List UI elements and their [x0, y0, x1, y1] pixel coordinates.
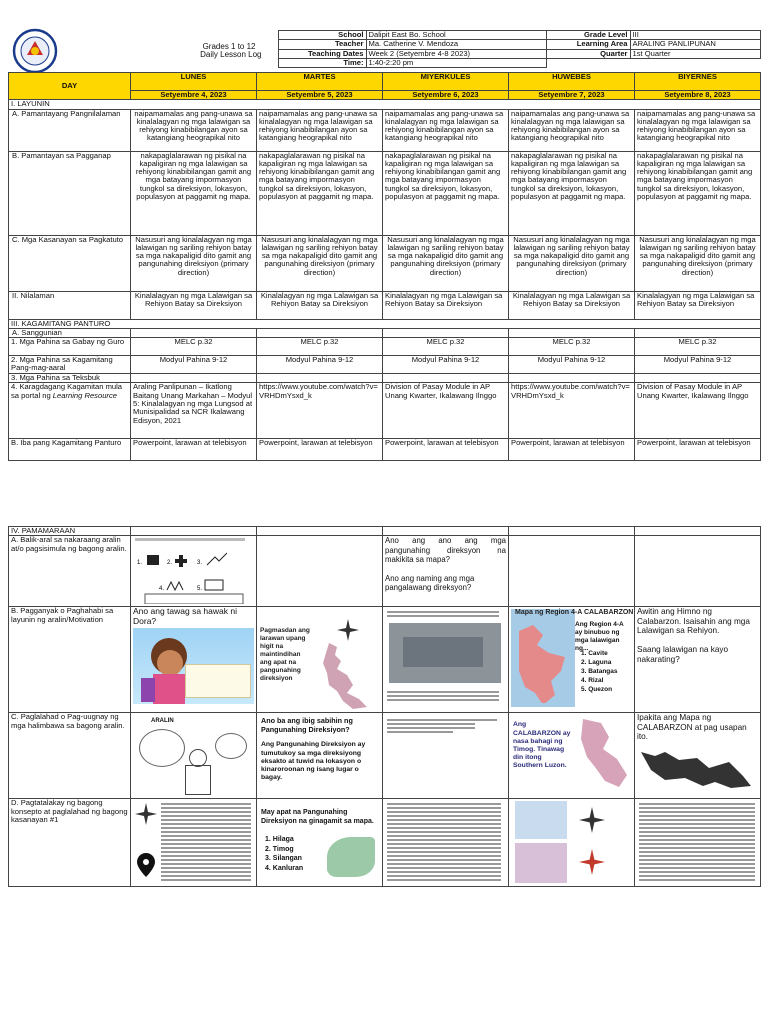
compass-icon — [579, 849, 605, 875]
pictogram-image — [131, 536, 256, 606]
dora-question: Ano ang tawag sa hawak ni Dora? — [133, 606, 237, 626]
directions-slide — [257, 799, 382, 885]
paggayak-label: B. Pagganyak o Paghahabi sa layunin ng aralin/Motivation — [9, 607, 131, 713]
calabarzon-slide — [509, 607, 634, 711]
dates-label: Teaching Dates — [278, 49, 366, 58]
aralin-title: ARALIN — [151, 718, 174, 725]
balik-aral-question: Ano ang ano ang mga pangunahing direksyon na makikita sa mapa? — [385, 536, 506, 565]
time-value: 1:40-2:20 pm — [366, 58, 546, 67]
slide-definition-text: Ang Pangunahing Direksiyon ay tumutukoy sa mga direksiyong eksakto at tuwid na lokasyon o kinaroroonan ng isang lugar o bagay. — [261, 741, 366, 782]
lesson-table-top — [8, 72, 761, 461]
cell-text: Powerpoint, larawan at telebisyon — [383, 439, 509, 461]
time-label: Time: — [278, 58, 366, 67]
balik-aral-label: A. Balik-aral sa nakaraang aralin at/o pagsisimula ng bagong aralin. — [9, 536, 131, 607]
slide-question: Ano ba ang ibig sabihin ng Pangunahing Direksiyon? — [261, 716, 353, 734]
slide-question: May apat na Pangunahing Direksiyon na ginagamit sa mapa. — [261, 809, 374, 825]
grade-value: III — [630, 31, 760, 40]
calabarzon-south-slide — [509, 713, 634, 797]
aralin-image — [131, 713, 256, 797]
kasanayan-label: C. Mga Kasanayan sa Pagkatuto — [9, 235, 131, 291]
cell-text: naipamamalas ang pang-unawa sa kinalalagyan ng mga lalawigan sa rehiyong kinabibilangan ayon sa katangiang heograpikal nito — [257, 109, 383, 151]
province-item: 4. Rizal — [581, 677, 604, 685]
svg-text:2.: 2. — [167, 560, 173, 567]
philippines-map-image — [319, 641, 379, 709]
day-name: BIYERNES — [635, 73, 761, 91]
slide-text: Ang CALABARZON ay nasa bahagi ng Timog. Tinawag din itong Southern Luzon. — [513, 721, 571, 770]
day-name: LUNES — [131, 73, 257, 91]
paglalahad-label: C. Paglalahad o Pag-uugnay ng mga halimbawa sa bagong aralin. — [9, 713, 131, 799]
day-name: MIYERKULES — [383, 73, 509, 91]
cell-text: Nasusuri ang kinalalagyan ng mga lalawigan ng sariling rehiyon batay sa mga nakapaligid dito gamit ang pangunahing direksiyon (primary direction) — [131, 235, 257, 291]
cell-text: Araling Panlipunan – Ikatlong Baitang Unang Markahan – Modyul 5: Kinalalagyan ng mga Lungsod at Munisipalidad sa NCR Ikalawang Edisyon, 2021 — [131, 383, 257, 439]
cell-text: Kinalalagyan ng mga Lalawigan sa Rehiyon Batay sa Direksiyon — [383, 291, 509, 319]
lesson-table-bottom — [8, 526, 761, 887]
svg-text:4.: 4. — [159, 586, 165, 593]
day-name: HUWEBES — [509, 73, 635, 91]
gabay-guro-label: 1. Mga Pahina sa Gabay ng Guro — [9, 338, 131, 356]
grade-label: Grade Level — [546, 31, 630, 40]
cell-text: Modyul Pahina 9-12 — [635, 356, 761, 374]
himno-instruction: Awitin ang Himno ng Calabarzon. Isaisahin ang mga Lalawigan sa Rehiyon. — [637, 607, 750, 636]
direction-item: 1. Hilaga — [265, 836, 294, 844]
cell-text: Nasusuri ang kinalalagyan ng mga lalawigan ng sariling rehiyon batay sa mga nakapaligid dito gamit ang pangunahing direksiyon (primary direction) — [635, 235, 761, 291]
svg-text:1.: 1. — [137, 560, 143, 567]
reading-text-image — [383, 799, 508, 885]
calabarzon-map-image — [513, 621, 573, 703]
pagtatalakay-label: D. Pagtatalakay ng bagong konsepto at paglalahad ng bagong kasanayan #1 — [9, 799, 131, 887]
day-date: Setyembre 8, 2023 — [635, 91, 761, 100]
svg-text:5.: 5. — [197, 586, 203, 593]
cell-text: Division of Pasay Module in AP Unang Kwarter, Ikalawang Ilnggo — [635, 383, 761, 439]
pamantayang-pangnilalaman-label: A. Pamantayang Pangnilalaman — [9, 109, 131, 151]
cell-text: MELC p.32 — [383, 338, 509, 356]
cell-text: naipamamalas ang pang-unawa sa kinalalagyan ng mga lalawigan sa rehiyong kinabibilangan ayon sa katangiang heograpikal nito — [383, 109, 509, 151]
cell-text: Powerpoint, larawan at telebisyon — [257, 439, 383, 461]
location-pin-icon — [137, 853, 155, 877]
cell-text: Division of Pasay Module in AP Unang Kwarter, Ikalawang Ilnggo — [383, 383, 509, 439]
direction-item: 3. Silangan — [265, 855, 302, 863]
province-item: 2. Laguna — [581, 659, 612, 667]
slide-text: Ang Region 4-A ay binubuo ng mga lalawigan ng... — [575, 621, 624, 653]
cell-text: nakapaglalarawan ng pisikal na kapaligiran ng mga lalawigan sa rehiyong kinabibilangan gamit ang mga batayang impormasyon tungkol sa direksiyon, lokasyon, populasyon at paggamit ng mapa. — [131, 151, 257, 235]
cell-text: Modyul Pahina 9-12 — [509, 356, 635, 374]
cell-text: naipamamalas ang pang-unawa sa kinalalagyan ng mga lalawigan sa rehiyong kinabibilangan ayon sa katangiang heograpikal nito — [509, 109, 635, 151]
province-item: 3. Batangas — [581, 668, 618, 676]
cell-text: Kinalalagyan ng mga Lalawigan sa Rehiyon Batay sa Direksiyon — [131, 291, 257, 319]
himno-question: Saang lalawigan na kayo nakarating? — [637, 645, 729, 664]
school-label: School — [278, 31, 366, 40]
direction-item: 2. Timog — [265, 845, 294, 853]
title-line1: Grades 1 to 12 — [202, 41, 256, 51]
calabarzon-outline-map-image — [637, 744, 757, 790]
svg-text:3.: 3. — [197, 560, 203, 567]
cell-text: nakapaglalarawan ng pisikal na kapaligiran ng mga lalawigan sa rehiyong kinabibilangan gamit ang mga batayang impormasyon tungkol sa direksiyon, lokasyon, populasyon at paggamit ng mapa. — [509, 151, 635, 235]
compass-icon — [337, 619, 359, 641]
compass-icon — [579, 807, 605, 833]
cell-text: Nasusuri ang kinalalagyan ng mga lalawigan ng sariling rehiyon batay sa mga nakapaligid dito gamit ang pangunahing direksiyon (primary direction) — [383, 235, 509, 291]
teksbuk-label: 3. Mga Pahina sa Teksbuk — [9, 374, 131, 383]
cell-text: MELC p.32 — [509, 338, 635, 356]
day-date: Setyembre 4, 2023 — [131, 91, 257, 100]
lesson-text-image — [635, 799, 760, 885]
cell-text: MELC p.32 — [257, 338, 383, 356]
day-date: Setyembre 7, 2023 — [509, 91, 635, 100]
cell-text: Powerpoint, larawan at telebisyon — [509, 439, 635, 461]
layunin-heading: I. LAYUNIN — [9, 100, 761, 109]
cell-text: Nasusuri ang kinalalagyan ng mga lalawigan ng sariling rehiyon batay sa mga nakapaligid dito gamit ang pangunahing direksiyon (primary direction) — [509, 235, 635, 291]
youtube-link[interactable]: https://www.youtube.com/watch?v=VRHDmYsxd_k — [257, 383, 383, 439]
cell-text: MELC p.32 — [131, 338, 257, 356]
quarter-label: Quarter — [546, 49, 630, 58]
teacher-value: Ma. Catherine V. Mendoza — [366, 40, 546, 49]
teacher-label: Teacher — [278, 40, 366, 49]
day-date: Setyembre 5, 2023 — [257, 91, 383, 100]
cell-text: naipamamalas ang pang-unawa sa kinalalagyan ng mga lalawigan sa rehiyong kinabibilangan ayon sa katangiang heograpikal nito — [635, 109, 761, 151]
cell-text: naipamamalas ang pang-unawa sa kinalalagyan ng mga lalawigan sa rehiyong kinabibilangan ayon sa katangiang heograpikal nito — [131, 109, 257, 151]
cell-text: Kinalalagyan ng mga Lalawigan sa Rehiyon Batay sa Direksiyon — [257, 291, 383, 319]
dates-value: Week 2 (Setyembre 4-8 2023) — [366, 49, 546, 58]
dora-image — [133, 628, 254, 704]
cell-text: Modyul Pahina 9-12 — [131, 356, 257, 374]
slide-map-direction — [257, 607, 382, 711]
reading-image — [131, 799, 256, 885]
youtube-link[interactable]: https://www.youtube.com/watch?v=VRHDmYsxd_k — [509, 383, 635, 439]
cell-text: Kinalalagyan ng mga Lalawigan sa Rehiyon Batay sa Direksiyon — [635, 291, 761, 319]
nilalaman-label: II. Nilalaman — [9, 291, 131, 319]
slide-definition — [257, 713, 382, 797]
cell-text: Nasusuri ang kinalalagyan ng mga lalawigan ng sariling rehiyon batay sa mga nakapaligid dito gamit ang pangunahing direksiyon (primary direction) — [257, 235, 383, 291]
title-line2: Daily Lesson Log — [200, 50, 262, 60]
cell-text: Kinalalagyan ng mga Lalawigan sa Rehiyon Batay sa Direksiyon — [509, 291, 635, 319]
day-date: Setyembre 6, 2023 — [383, 91, 509, 100]
cell-text: Powerpoint, larawan at telebisyon — [635, 439, 761, 461]
cell-text: nakapaglalarawan ng pisikal na kapaligiran ng mga lalawigan sa rehiyong kinabibilangan gamit ang mga batayang impormasyon tungkol sa direksiyon, lokasyon, populasyon at paggamit ng mapa. — [257, 151, 383, 235]
cell-text: Modyul Pahina 9-12 — [257, 356, 383, 374]
south-map-image — [573, 715, 631, 795]
iba-pang-kagamitan-label: B. Iba pang Kagamitang Panturo — [9, 439, 131, 461]
compass-maps-image — [509, 799, 634, 885]
sanggunian-label: A. Sanggunian — [9, 328, 131, 337]
direction-item: 4. Kanluran — [265, 864, 304, 872]
cell-text: nakapaglalarawan ng pisikal na kapaligiran ng mga lalawigan sa rehiyong kinabibilangan gamit ang mga batayang impormasyon tungkol sa direksiyon, lokasyon, populasyon at paggamit ng mapa. — [635, 151, 761, 235]
kagamitan-heading: III. KAGAMITANG PANTURO — [9, 319, 761, 328]
worksheet-image — [383, 713, 508, 797]
pamamaraan-heading: IV. PAMAMARAAN — [9, 527, 131, 536]
quarter-value: 1st Quarter — [630, 49, 760, 58]
slide-title: Mapa ng Region 4-A CALABARZON — [515, 609, 634, 617]
kagamitan-mag-aaral-label: 2. Mga Pahina sa Kagamitang Pang-mag-aaral — [9, 356, 131, 374]
classroom-image — [383, 607, 508, 711]
cell-text: MELC p.32 — [635, 338, 761, 356]
province-item: 5. Quezon — [581, 686, 613, 694]
day-name: MARTES — [257, 73, 383, 91]
province-item: 1. Cavite — [581, 650, 608, 658]
slide-text: Pagmasdan ang larawan upang higit na maintindihan ang apat na pangunahing direksiyon — [260, 627, 310, 683]
cell-text: Powerpoint, larawan at telebisyon — [131, 439, 257, 461]
header-table — [8, 30, 761, 68]
school-value: Dalipit East Bo. School — [366, 31, 546, 40]
cell-text: nakapaglalarawan ng pisikal na kapaligiran ng mga lalawigan sa rehiyong kinabibilangan gamit ang mga batayang impormasyon tungkol sa direksiyon, lokasyon, populasyon at paggamit ng mapa. — [383, 151, 509, 235]
learning-resource-label: 4. Karagdagang Kagamitan mula sa portal ng Learning Resource — [9, 383, 131, 439]
pamantayan-pagganap-label: B. Pamantayan sa Pagganap — [9, 151, 131, 235]
day-label: DAY — [9, 73, 131, 100]
area-label: Learning Area — [546, 40, 630, 49]
balik-aral-question: Ano ang naming ang mga pangalawang direksyon? — [385, 573, 475, 592]
mapa-instruction: Ipakita ang Mapa ng CALABARZON at pag usapan ito. — [637, 713, 747, 742]
cell-text: Modyul Pahina 9-12 — [383, 356, 509, 374]
area-value: ARALING PANLIPUNAN — [630, 40, 760, 49]
compass-icon — [135, 803, 157, 825]
